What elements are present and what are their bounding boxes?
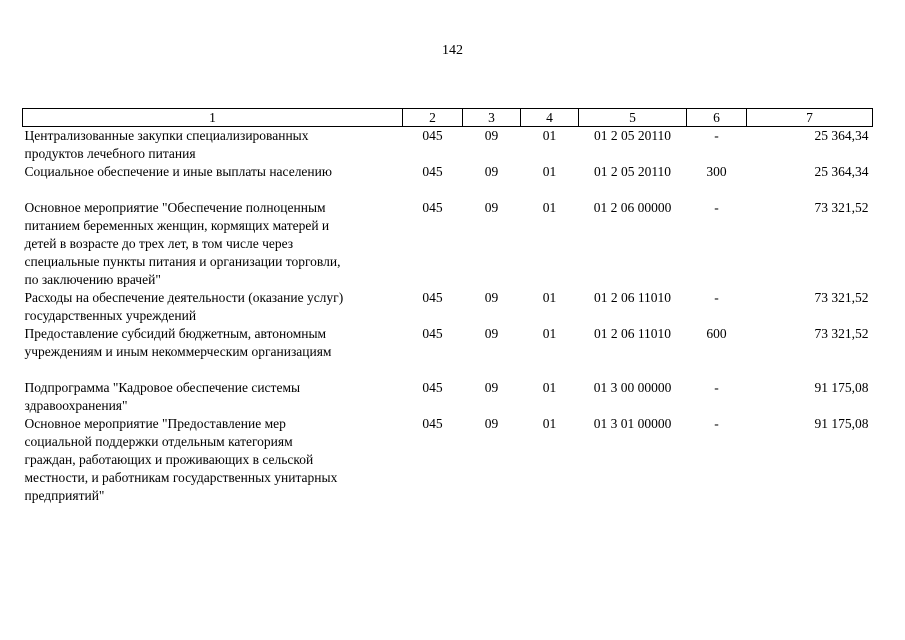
column-number: 6 [687,109,747,127]
cell-ministry-code: 045 [422,290,443,305]
budget-table [22,108,873,505]
description-line: питанием беременных женщин, кормящих матерей и [24,218,330,233]
table-row [23,163,873,199]
page-number: 142 [442,43,463,58]
cell-target-article: 01 3 00 00000 [593,380,672,395]
cell-subsection-code: 01 [542,164,557,179]
cell-amount: 91 175,08 [814,380,869,395]
cell-subsection-code: 01 [542,326,557,341]
cell-amount: 73 321,52 [814,326,869,341]
description-line: по заключению врачей" [24,272,161,287]
description-line: Расходы на обеспечение деятельности (оказание услуг) [24,290,344,305]
column-number: 2 [403,109,463,127]
cell-expense-type: 600 [706,326,727,341]
cell-ministry-code: 045 [422,164,443,179]
table-row [23,379,873,415]
description-line: Основное мероприятие "Обеспечение полноценным [24,200,326,215]
cell-target-article: 01 2 05 20110 [593,128,672,143]
cell-expense-type: - [714,200,719,215]
description-line: предприятий" [24,488,105,503]
cell-section-code: 09 [484,164,499,179]
cell-target-article: 01 2 05 20110 [593,164,672,179]
description-line: учреждениям и иным некоммерческим организациям [24,344,332,359]
cell-target-article: 01 2 06 11010 [593,290,672,305]
column-number-row [23,109,873,127]
cell-ministry-code: 045 [422,326,443,341]
row-description [23,199,403,289]
table-row [23,199,873,289]
row-description [23,325,403,379]
cell-target-article: 01 3 01 00000 [593,416,672,431]
cell-amount: 25 364,34 [814,164,869,179]
description-line: продуктов лечебного питания [24,146,196,161]
cell-section-code: 09 [484,128,499,143]
cell-expense-type: 300 [706,164,727,179]
cell-expense-type: - [714,128,719,143]
cell-subsection-code: 01 [542,200,557,215]
description-line: Предоставление субсидий бюджетным, автономным [24,326,327,341]
description-line: Основное мероприятие "Предоставление мер [24,416,286,431]
description-line: граждан, работающих и проживающих в сельской [24,452,314,467]
description-line: местности, и работникам государственных унитарных [24,470,338,485]
cell-section-code: 09 [484,416,499,431]
cell-ministry-code: 045 [422,416,443,431]
row-description [23,127,403,164]
cell-expense-type: - [714,380,719,395]
description-line: государственных учреждений [24,308,197,323]
row-description [23,163,403,199]
cell-target-article: 01 2 06 11010 [593,326,672,341]
cell-amount: 73 321,52 [814,200,869,215]
column-number: 4 [521,109,579,127]
cell-ministry-code: 045 [422,128,443,143]
cell-subsection-code: 01 [542,380,557,395]
row-description [23,415,403,505]
cell-section-code: 09 [484,380,499,395]
cell-ministry-code: 045 [422,200,443,215]
cell-subsection-code: 01 [542,128,557,143]
table-row [23,289,873,325]
column-number: 5 [579,109,687,127]
cell-expense-type: - [714,416,719,431]
cell-section-code: 09 [484,290,499,305]
row-description [23,379,403,415]
row-description [23,289,403,325]
description-line: специальные пункты питания и организации торговли, [24,254,341,269]
column-number: 3 [463,109,521,127]
table-row [23,325,873,379]
description-line: Социальное обеспечение и иные выплаты населению [24,164,332,179]
column-number: 1 [23,109,403,127]
cell-section-code: 09 [484,200,499,215]
cell-amount: 73 321,52 [814,290,869,305]
table-row [23,415,873,505]
cell-target-article: 01 2 06 00000 [593,200,672,215]
column-number: 7 [747,109,873,127]
cell-amount: 91 175,08 [814,416,869,431]
description-line: здравоохранения" [24,398,128,413]
description-line: Подпрограмма "Кадровое обеспечение системы [24,380,301,395]
cell-subsection-code: 01 [542,416,557,431]
cell-subsection-code: 01 [542,290,557,305]
cell-expense-type: - [714,290,719,305]
description-line: социальной поддержки отдельным категориям [24,434,293,449]
description-line: детей в возрасте до трех лет, в том числе через [24,236,294,251]
cell-section-code: 09 [484,326,499,341]
cell-amount: 25 364,34 [814,128,869,143]
table-row [23,127,873,164]
cell-ministry-code: 045 [422,380,443,395]
description-line: Централизованные закупки специализированных [24,128,309,143]
